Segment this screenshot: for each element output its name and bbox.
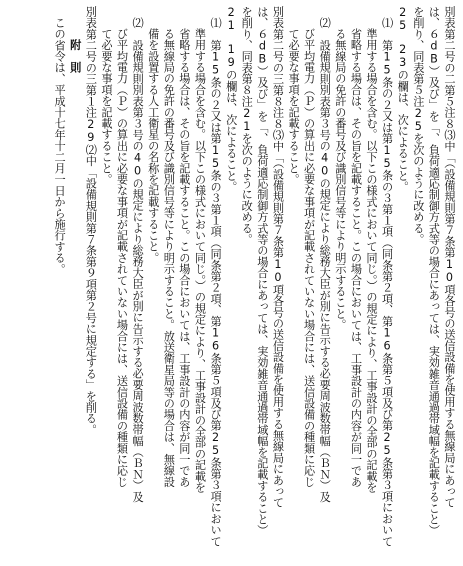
text-line: 別表第二号の三第１注29⑵中「設備規則第７条第９項第２号に規定する」を削る。 bbox=[84, 6, 98, 436]
text-line: て必要な事項を記載すること。 bbox=[287, 28, 301, 185]
text-line: 省略する場合は、その旨を記載すること。この場合においては、工事設計の内容が同一であ bbox=[177, 28, 191, 488]
text-line: は、６dB）及び」を「、負荷適応制御方式等の場合にあっては、実効雑音通過帯域幅を記載すること） bbox=[427, 6, 441, 536]
text-line: ⑵ 設備規則別表第３号の40の規定により総務大臣が別に告示する必要周波数帯幅（ＢＮ）及 bbox=[131, 17, 145, 503]
text-line: は、６dB）及び」を「、負荷適応制御方式等の場合にあっては、実効雑音通過帯域幅を記載すること） bbox=[255, 6, 269, 536]
text-line: を削り、同表第５注25を次のように改める。 bbox=[411, 6, 425, 245]
text-line: 準用する場合を含む。以下この様式において同じ。）の規定により、工事設計の全部の記載を bbox=[193, 28, 207, 493]
text-line: ⑴ 第15条の２又は第15条の３第１項（同条第２項、第16条第５項及び第25条第３項において bbox=[209, 17, 223, 547]
text-line: 備を設置する人工衛星の名称を記載すること。 bbox=[146, 28, 160, 264]
text-line: この省令は、平成十七年十二月一日から施行する。 bbox=[53, 17, 67, 275]
text-line: 準用する場合を含む。以下この様式において同じ。）の規定により、工事設計の全部の記載を bbox=[365, 28, 379, 493]
text-line: を削り、同表第８注21を次のように改める。 bbox=[240, 6, 254, 245]
text-line: 別表第二号の三第８注８⑶中「（設備規則第７条第10項各号の送信設備を使用する無線局にあって bbox=[271, 6, 285, 508]
vertical-text-body bbox=[52, 6, 457, 558]
section-heading: 附 則 bbox=[68, 39, 82, 73]
text-line: る無線局の免許の番号及び識別信号等により明示すること。 bbox=[333, 28, 347, 331]
text-line: び平均電力（Ｐ）の算出に必要な事項が記載されていない場合には、送信設備の種類に応じ bbox=[302, 28, 316, 488]
text-line: る無線局の免許の番号及び識別信号等により明示すること。放送衛星局等の場合は、無線設 bbox=[162, 28, 176, 488]
text-line: 省略する場合は、その旨を記載すること。この場合においては、工事設計の内容が同一であ bbox=[349, 28, 363, 488]
text-line: 21 19の欄は、次によること。 bbox=[224, 6, 238, 193]
text-line: ⑴ 第15条の２又は第15条の３第１項（同条第２項、第16条第５項及び第25条第３項において bbox=[380, 17, 394, 547]
text-line: て必要な事項を記載すること。 bbox=[99, 28, 113, 185]
text-line: び平均電力（Ｐ）の算出に必要な事項が記載されていない場合には、送信設備の種類に応じ bbox=[115, 28, 129, 488]
text-line: 別表第二号の二第５注８⑶中「（設備規則第７条第10項各号の送信設備を使用する無線局にあって bbox=[443, 6, 456, 508]
text-line: ⑵ 設備規則別表第３号の40の規定により総務大臣が別に告示する必要周波数帯幅（ＢＮ）及 bbox=[318, 17, 332, 503]
text-line: 25 23の欄は、次によること。 bbox=[396, 6, 410, 193]
